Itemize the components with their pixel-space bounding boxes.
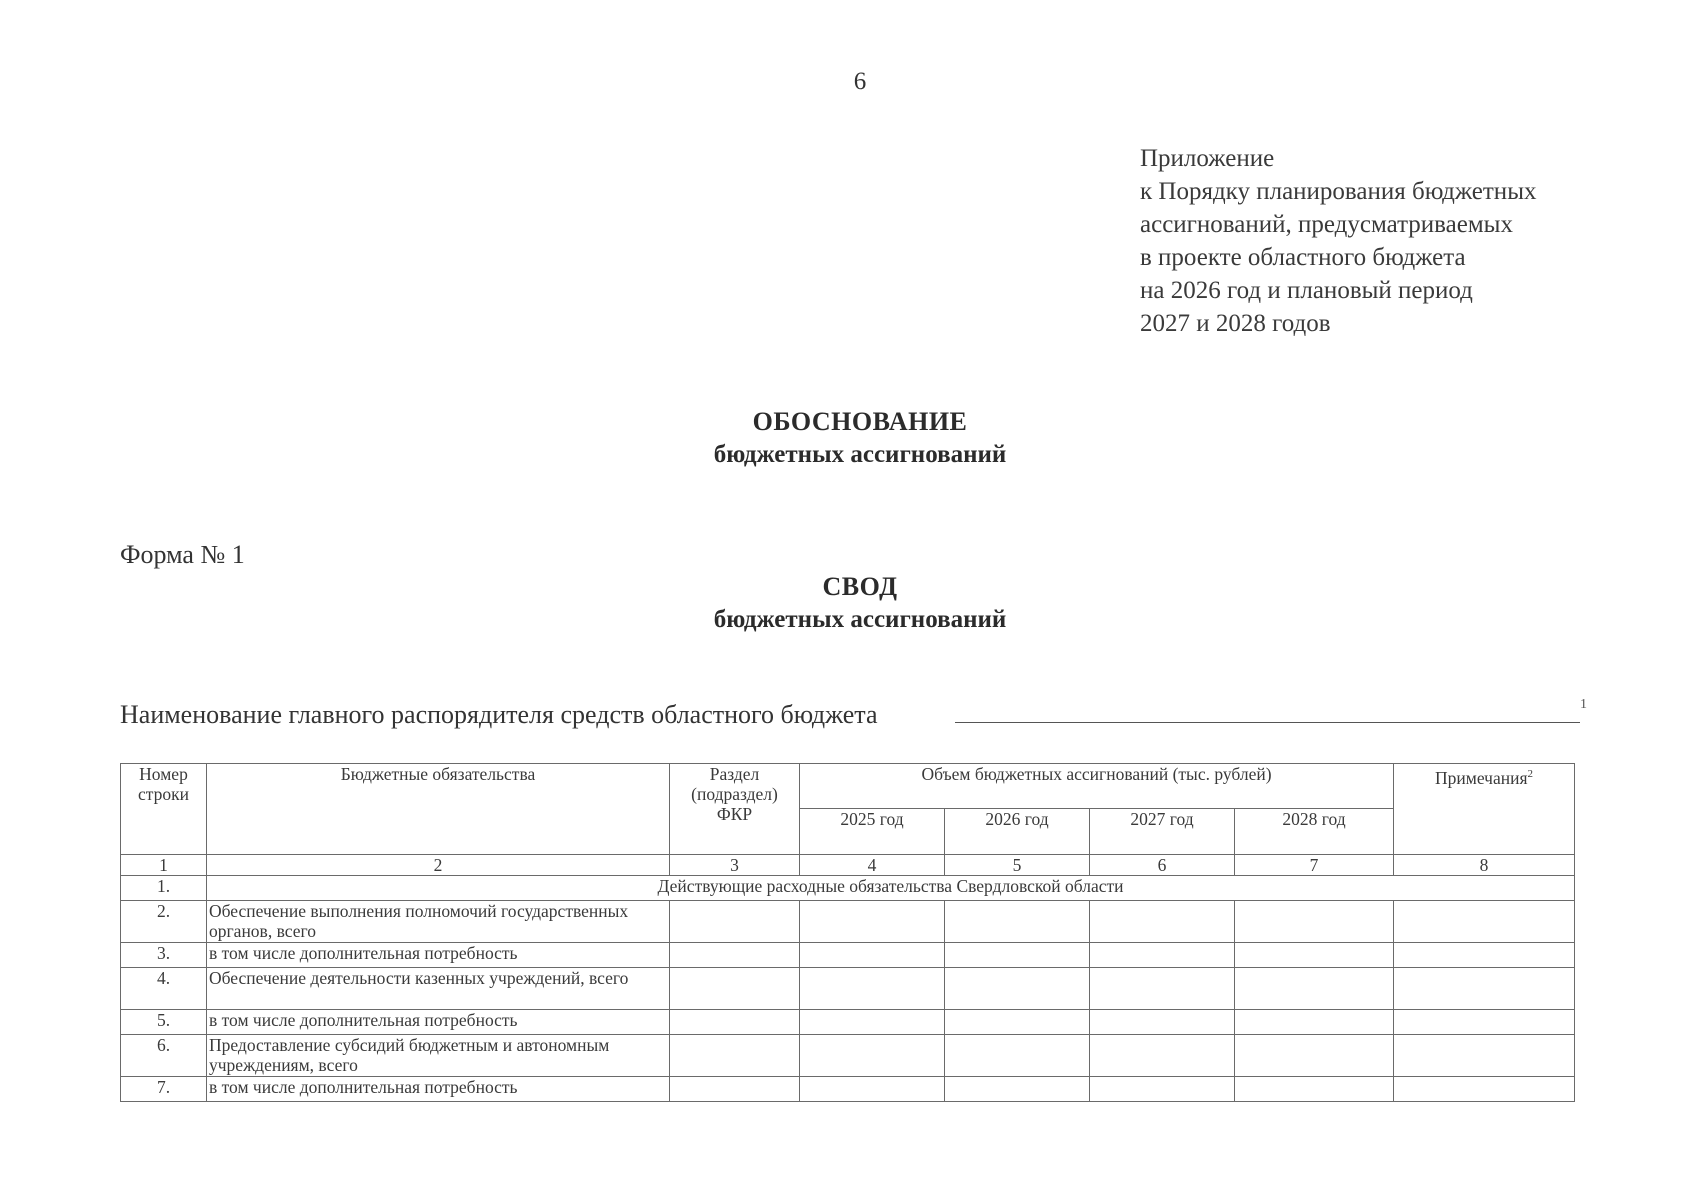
row-obligation: Обеспечение деятельности казенных учреждений, всего — [207, 968, 670, 1010]
header-year: 2025 год — [800, 809, 945, 855]
header-section: Раздел (подраздел) ФКР — [670, 764, 800, 855]
header-year: 2026 год — [945, 809, 1090, 855]
appendix-line: Приложение — [1140, 145, 1275, 172]
empty-cell — [945, 1035, 1090, 1077]
column-number: 8 — [1394, 855, 1575, 876]
column-numbers-row — [121, 855, 1575, 876]
header-year: 2027 год — [1090, 809, 1235, 855]
table-row — [121, 1077, 1575, 1102]
row-number: 4. — [121, 968, 207, 1010]
empty-cell — [670, 968, 800, 1010]
row-number: 6. — [121, 1035, 207, 1077]
header-notes-footnote: 2 — [1527, 768, 1534, 780]
empty-cell — [1394, 1010, 1575, 1035]
empty-cell — [945, 968, 1090, 1010]
empty-cell — [1394, 901, 1575, 943]
empty-cell — [945, 943, 1090, 968]
header-notes — [1394, 764, 1575, 855]
column-number: 2 — [207, 855, 670, 876]
appendix-line: 2027 и 2028 годов — [1140, 310, 1331, 337]
empty-cell — [1090, 1077, 1235, 1102]
appendix-line: ассигнований, предусматриваемых — [1140, 211, 1513, 238]
empty-cell — [1235, 1010, 1394, 1035]
appendix-line: к Порядку планирования бюджетных — [1140, 178, 1537, 205]
document-title-main: ОБОСНОВАНИЕ — [752, 407, 968, 436]
empty-cell — [670, 1077, 800, 1102]
empty-cell — [1394, 943, 1575, 968]
empty-cell — [1235, 1077, 1394, 1102]
row-obligation: Предоставление субсидий бюджетным и автономным учреждениям, всего — [207, 1035, 670, 1077]
row-obligation: в том числе дополнительная потребность — [207, 943, 670, 968]
table-row — [121, 1010, 1575, 1035]
empty-cell — [800, 901, 945, 943]
empty-cell — [1090, 1010, 1235, 1035]
table-row — [121, 943, 1575, 968]
appendix-block — [1140, 142, 1536, 340]
header-obligations: Бюджетные обязательства — [207, 764, 670, 855]
empty-cell — [1235, 901, 1394, 943]
empty-cell — [670, 1010, 800, 1035]
appendix-line: на 2026 год и плановый период — [1140, 277, 1473, 304]
row-number: 7. — [121, 1077, 207, 1102]
table-row — [121, 901, 1575, 943]
table-header-row — [121, 764, 1575, 809]
column-number: 1 — [121, 855, 207, 876]
empty-cell — [945, 901, 1090, 943]
header-year: 2028 год — [1235, 809, 1394, 855]
empty-cell — [800, 943, 945, 968]
empty-cell — [1235, 1035, 1394, 1077]
table-row — [121, 968, 1575, 1010]
column-number: 5 — [945, 855, 1090, 876]
row-obligation: в том числе дополнительная потребность — [207, 1077, 670, 1102]
empty-cell — [945, 1077, 1090, 1102]
page-number: 6 — [853, 68, 867, 95]
row-number: 1. — [121, 876, 207, 901]
column-number: 6 — [1090, 855, 1235, 876]
empty-cell — [1090, 968, 1235, 1010]
appendix-line: в проекте областного бюджета — [1140, 244, 1466, 271]
empty-cell — [1090, 1035, 1235, 1077]
empty-cell — [670, 943, 800, 968]
summary-title-sub: бюджетных ассигнований — [713, 606, 1007, 633]
empty-cell — [1090, 943, 1235, 968]
column-number: 3 — [670, 855, 800, 876]
budget-table — [120, 763, 1575, 1102]
empty-cell — [945, 1010, 1090, 1035]
document-title — [0, 405, 1697, 471]
table-row — [121, 1035, 1575, 1077]
header-row-number: Номер строки — [121, 764, 207, 855]
empty-cell — [800, 1010, 945, 1035]
column-number: 4 — [800, 855, 945, 876]
empty-cell — [1394, 1035, 1575, 1077]
form-label: Форма № 1 — [120, 540, 245, 569]
header-volume: Объем бюджетных ассигнований (тыс. рублей) — [800, 764, 1394, 809]
empty-cell — [800, 1035, 945, 1077]
row-obligation: Обеспечение выполнения полномочий государственных органов, всего — [207, 901, 670, 943]
table-row — [121, 876, 1575, 901]
manager-footnote-mark: 1 — [1580, 697, 1587, 712]
column-number: 7 — [1235, 855, 1394, 876]
summary-title-main: СВОД — [822, 572, 898, 601]
empty-cell — [800, 968, 945, 1010]
header-notes-label: Примечания — [1435, 767, 1528, 788]
row-number: 2. — [121, 901, 207, 943]
empty-cell — [1090, 901, 1235, 943]
manager-blank-line — [955, 722, 1580, 723]
empty-cell — [670, 1035, 800, 1077]
empty-cell — [800, 1077, 945, 1102]
row-number: 5. — [121, 1010, 207, 1035]
summary-title — [0, 570, 1697, 636]
empty-cell — [670, 901, 800, 943]
empty-cell — [1235, 968, 1394, 1010]
empty-cell — [1394, 1077, 1575, 1102]
empty-cell — [1235, 943, 1394, 968]
empty-cell — [1394, 968, 1575, 1010]
row-obligation: в том числе дополнительная потребность — [207, 1010, 670, 1035]
row-number: 3. — [121, 943, 207, 968]
document-title-sub: бюджетных ассигнований — [713, 441, 1007, 468]
manager-label: Наименование главного распорядителя средств областного бюджета — [120, 700, 878, 729]
row-section-heading: Действующие расходные обязательства Свердловской области — [207, 876, 1575, 901]
